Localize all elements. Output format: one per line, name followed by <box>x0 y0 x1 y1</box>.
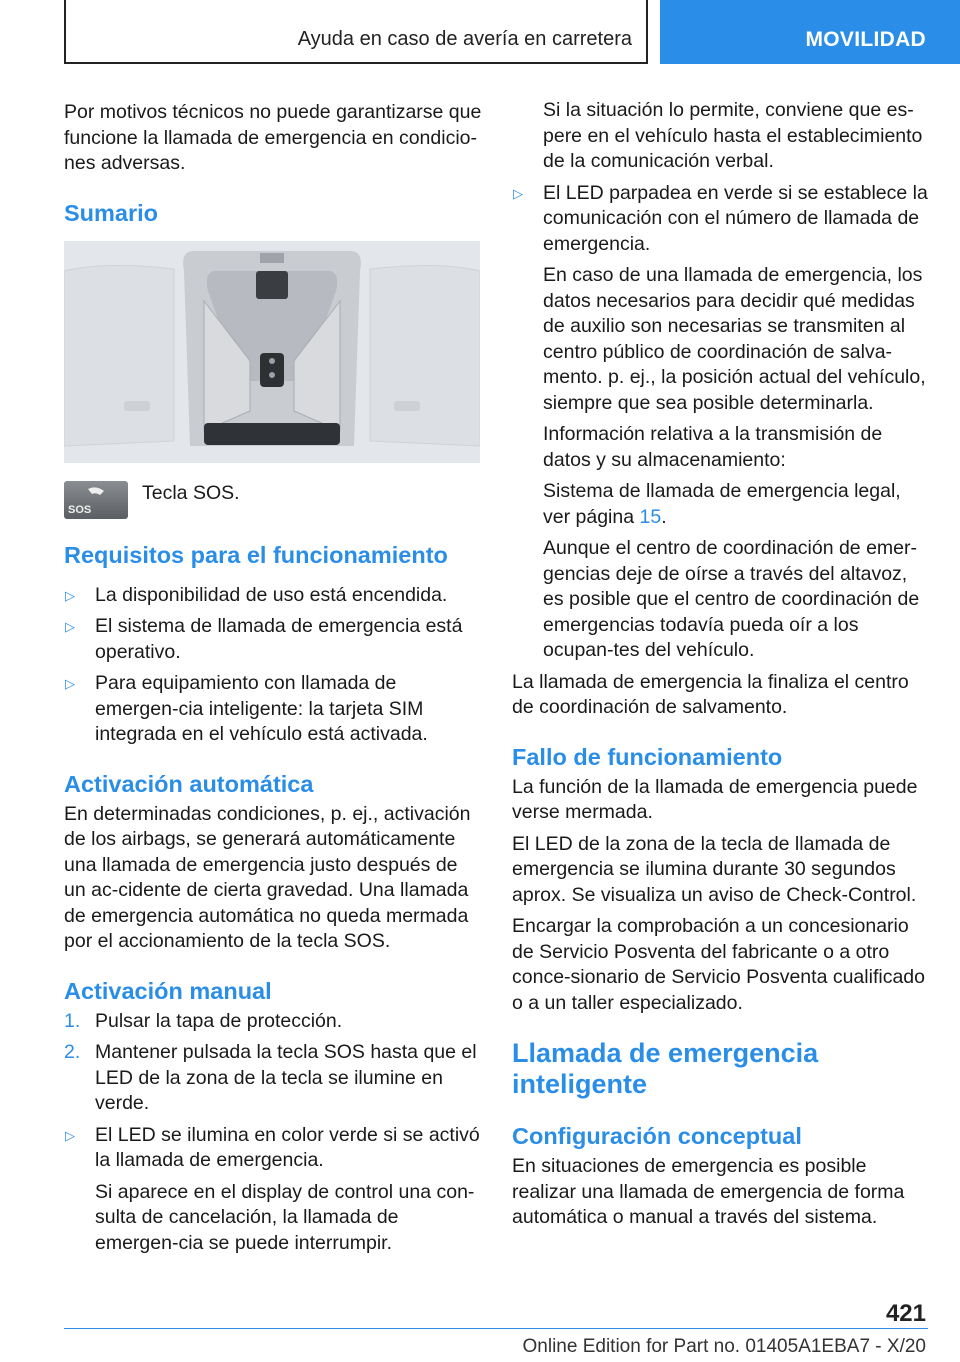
sub-paragraph: Aunque el centro de coordinación de emer-gencias deje de oírse a través del altavoz, es posible que el centro de coordinación de emergencias todavía pueda oír a los ocupan-tes del vehículo. <box>543 537 920 661</box>
step-number: 1. <box>64 1009 81 1032</box>
sub-paragraph-with-link <box>512 479 928 530</box>
heading-activacion-automatica: Activación automática <box>64 770 314 797</box>
list-item-text: El LED se ilumina en color verde si se activó la llamada de emergencia. <box>95 1123 480 1171</box>
fallo-paragraph-2: El LED de la zona de la tecla de llamada de emergencia se ilumina durante 30 segundos aprox. Se visualiza un aviso de Check-Control. <box>512 832 917 906</box>
reference-text: Sistema de llamada de emergencia legal, ver página <box>543 480 901 528</box>
intro-paragraph: Por motivos técnicos no puede garantizarse que funcione la llamada de emergencia en condicio-nes adversas. <box>64 101 482 174</box>
sub-paragraph: En caso de una llamada de emergencia, los datos necesarios para decidir qué medidas de auxilio son necesarias se transmiten al centro público de coordinación de salva-mento. p. ej., la posición actual del vehículo, siempre que sea posible determinarla. <box>543 264 926 414</box>
page-number: 421 <box>885 1300 926 1327</box>
heading-activacion-manual: Activación manual <box>64 977 272 1004</box>
list-item <box>64 1123 482 1174</box>
triangle-bullet-icon: ▷ <box>513 185 523 201</box>
step-item <box>64 1040 482 1117</box>
sub-paragraph: Si aparece en el display de control una con-sulta de cancelación, la llamada de emergen-cia se puede interrumpir. <box>95 1180 475 1254</box>
step-text: Pulsar la tapa de protección. <box>95 1009 343 1032</box>
chapter-tab[interactable] <box>660 0 960 64</box>
fallo-paragraph-3: Encargar la comprobación a un concesionario de Servicio Posventa del fabricante o a otro conce-sionario de Servicio Posventa cualificado o a un taller especializado. <box>512 915 925 1014</box>
config-paragraph: En situaciones de emergencia es posible realizar una llamada de emergencia de forma automática o manual a través del sistema. <box>512 1155 905 1228</box>
heading-llamada-inteligente: Llamada de emergencia inteligente <box>512 1038 819 1099</box>
closing-paragraph: La llamada de emergencia la finaliza el centro de coordinación de salvamento. <box>512 670 909 718</box>
heading-sumario: Sumario <box>64 199 159 226</box>
sos-caption-row <box>64 481 482 519</box>
list-item-text: Para equipamiento con llamada de emergen-cia inteligente: la tarjeta SIM integrada en el vehículo está activada. <box>95 672 428 745</box>
triangle-bullet-icon: ▷ <box>65 587 75 603</box>
sos-key-label: SOS <box>68 503 92 516</box>
reference-period: . <box>661 505 667 528</box>
right-column <box>512 98 928 1237</box>
list-item <box>64 583 482 609</box>
triangle-bullet-icon: ▷ <box>65 1127 75 1143</box>
heading-configuracion: Configuración conceptual <box>512 1123 802 1149</box>
triangle-bullet-icon: ▷ <box>65 619 75 634</box>
footer-divider <box>64 1328 928 1329</box>
section-title: Ayuda en caso de avería en carretera <box>297 28 632 50</box>
list-item <box>512 181 928 258</box>
list-item <box>64 614 482 665</box>
sub-paragraph: Si la situación lo permite, conviene que es-pere en el vehículo hasta el establecimiento de la comunicación verbal. <box>543 99 923 172</box>
auto-paragraph: En determinadas condiciones, p. ej., activación de los airbags, se generará automáticamente una llamada de emergencia justo después de un ac-cidente de cierta gravedad. Una llamada de emergencia automática no queda mermada por el accionamiento de la tecla SOS. <box>64 802 471 952</box>
list-item <box>64 671 482 748</box>
chapter-tab-label: MOVILIDAD <box>805 28 926 51</box>
list-item-text: La disponibilidad de uso está encendida. <box>95 583 448 606</box>
list-item-text: El LED parpadea en verde si se establece la comunicación con el número de llamada de emergencia. <box>543 181 928 255</box>
step-item <box>64 1009 482 1035</box>
heading-fallo: Fallo de funcionamiento <box>512 743 783 770</box>
sos-caption: Tecla SOS. <box>142 481 240 504</box>
fallo-paragraph-1: La función de la llamada de emergencia puede verse mermada. <box>512 775 918 823</box>
sub-paragraph: Información relativa a la transmisión de datos y su almacenamiento: <box>543 423 883 471</box>
left-column <box>64 100 482 1262</box>
heading-requisitos: Requisitos para el funcionamiento <box>64 541 448 568</box>
triangle-bullet-icon: ▷ <box>65 676 75 691</box>
step-text: Mantener pulsada la tecla SOS hasta que el LED de la zona de la tecla se ilumine en verde. <box>95 1041 477 1114</box>
page-reference-link[interactable]: 15 <box>639 505 662 528</box>
list-item-text: El sistema de llamada de emergencia está operativo. <box>95 615 463 663</box>
edition-footer: Online Edition for Part no. 01405A1EBA7 - X/20 <box>522 1336 926 1357</box>
step-number: 2. <box>64 1041 81 1063</box>
overhead-console-illustration <box>64 241 480 463</box>
header-section-box <box>64 0 648 64</box>
sos-key-icon <box>64 481 128 519</box>
overhead-console-photo <box>64 241 480 463</box>
